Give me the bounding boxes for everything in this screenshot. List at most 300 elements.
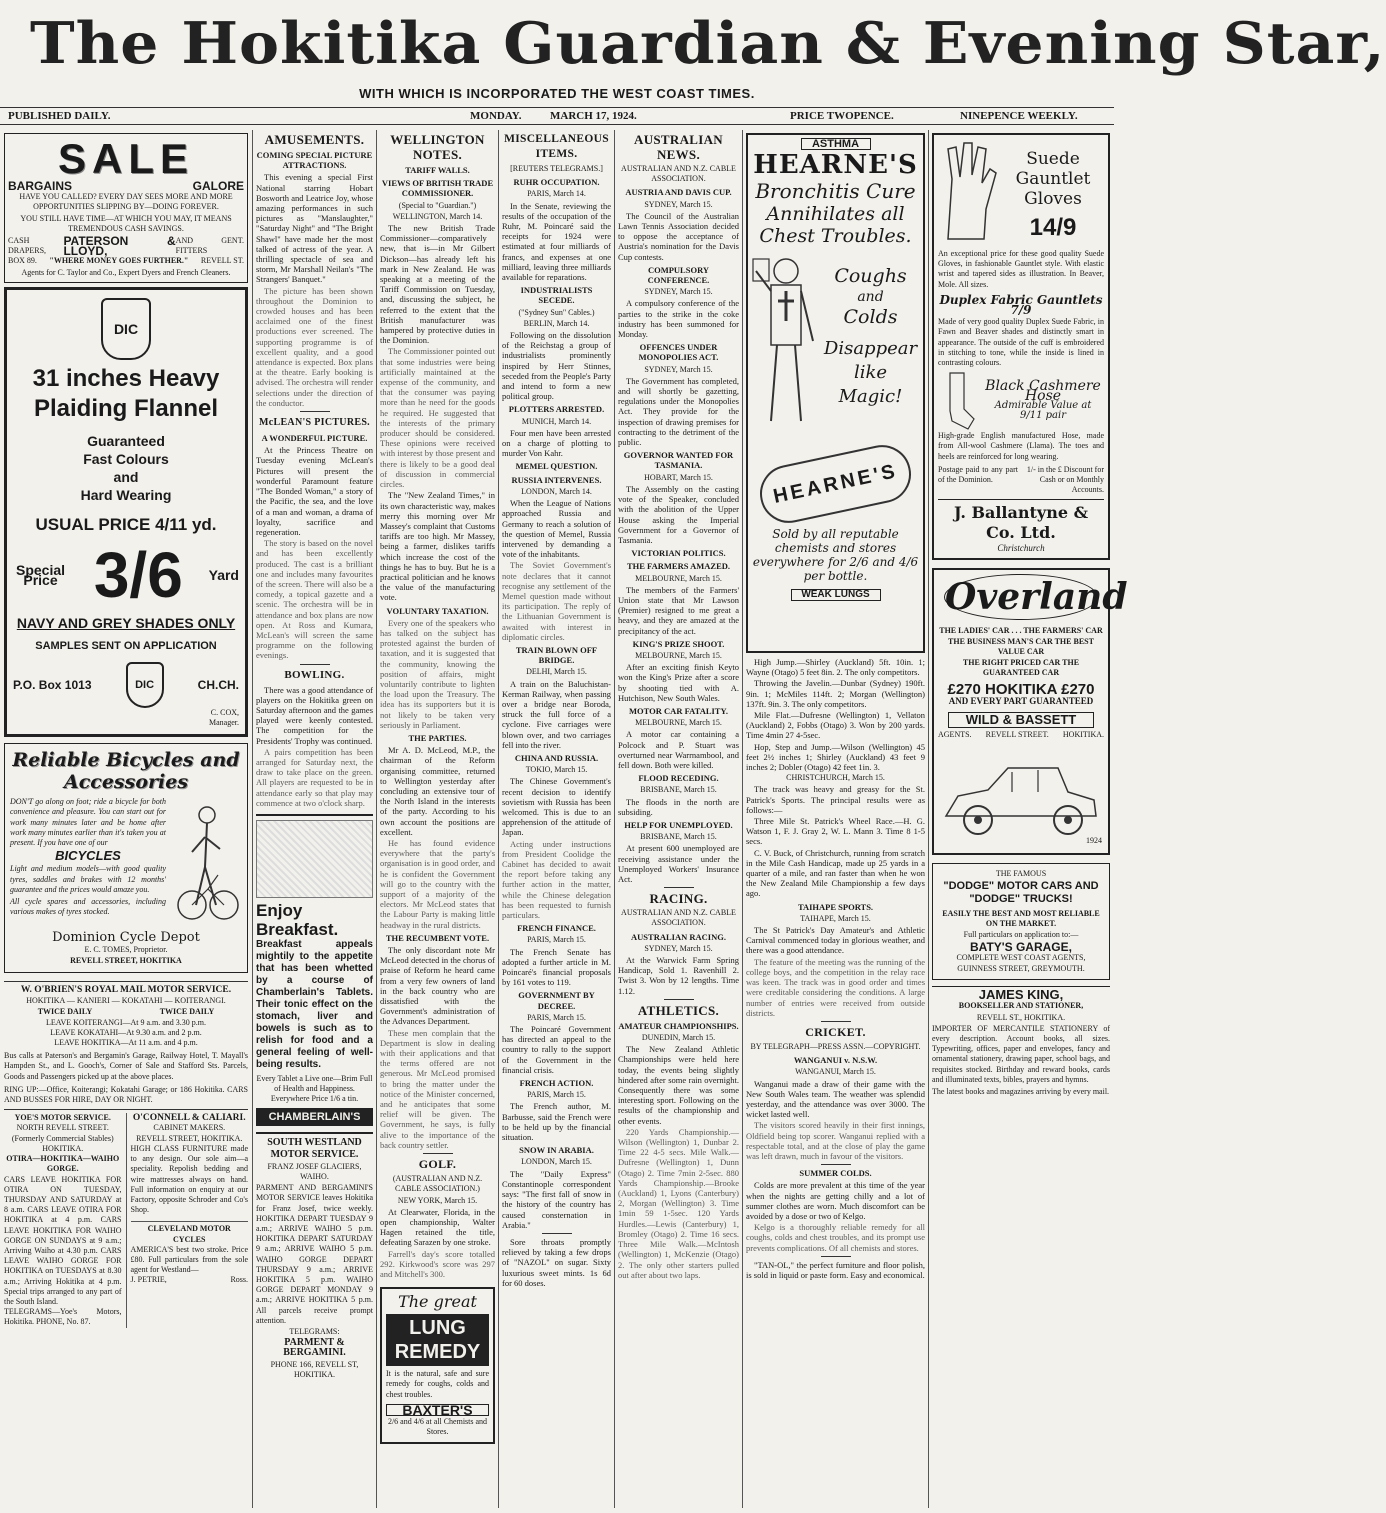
farmers-heading: THE FARMERS AMAZED.	[626, 561, 731, 572]
column-2	[256, 130, 373, 1510]
golf-filler: Farrell's day's score totalled 292. Kirkwood's score was 297 and Mitchell's 300.	[380, 1248, 495, 1279]
cricket-filler: The visitors scored heavily in their first innings, Oldfield being top scorer. Wanganui replied with a respectable total, and at the close of play the game was left drawn, much in favour of the visitors.	[746, 1120, 925, 1161]
memel-heading: MEMEL QUESTION.	[515, 461, 598, 472]
train-heading: TRAIN BLOWN OFF BRIDGE.	[515, 644, 598, 666]
hose-title-block	[982, 377, 1104, 422]
melbourne2-place: MELBOURNE, March 15.	[635, 650, 722, 660]
dic-manager-name: C. COX,	[210, 707, 239, 717]
masthead-title: The Hokitika Guardian & Evening Star,	[30, 10, 1386, 78]
compulsory-heading: COMPULSORY CONFERENCE.	[647, 264, 710, 286]
obrien-leave1: LEAVE KOITERANGI—At 9 a.m. and 3.30 p.m.	[45, 1017, 207, 1027]
golf-body: At Clearwater, Florida, in the open championship, Walter Hagen retained the title, defeating Sarazen by one stroke.	[380, 1206, 495, 1248]
lung-brand: BAXTER'S	[386, 1404, 489, 1416]
bicycle-accessories: All cycle spares and accessories, including various makes of tyres stocked.	[10, 897, 166, 917]
sports-results	[746, 657, 925, 1280]
sydney2-place: SYDNEY, March 15.	[644, 287, 713, 297]
munich-place: MUNICH, March 14.	[521, 416, 592, 426]
sports-body5: The track was heavy and greasy for the St. Patrick's Sports. The principal results were as follows:—	[746, 784, 925, 815]
racing-assoc: AUSTRALIAN AND N.Z. CABLE ASSOCIATION.	[621, 908, 736, 928]
russia-heading: RUSSIA INTERVENES.	[511, 474, 602, 485]
cricket-body: Wanganui made a draw of their game with the New South Wales team. The weather was splendid yesterday, and the attendance was over 3000. The wicket lasted well.	[746, 1078, 925, 1120]
mcleans-sub: A WONDERFUL PICTURE.	[261, 433, 368, 444]
sale-galore: GALORE	[192, 179, 244, 193]
hobart-place: HOBART, March 15.	[644, 472, 713, 482]
southwestland-ad	[256, 1132, 373, 1380]
dunedin-place: DUNEDIN, March 15.	[641, 1033, 716, 1043]
victorian-heading: VICTORIAN POLITICS.	[631, 548, 726, 559]
amusements-body: This evening a special First National starring Hobart Bosworth and Leatrice Joy, whose amazing performances in such pictures as "Manslaughter," "Saturday Night" and "The Bright Shawl" have made her the most talked of actress of the year. A thrilling spectacle of sea and storm, Mr Marshall Neilan's "The Strangers' Banquet."	[256, 172, 373, 285]
king-ad	[932, 986, 1110, 1097]
voluntary-heading: VOLUNTARY TAXATION.	[386, 605, 489, 616]
duplex-body: Made of very good quality Duplex Suede Fabric, in Fawn and Beaver shades and distinctly smart in appearance. The outside of the cuff is embroidered in stitching to tone, while the inside is lined in contrasting colours.	[938, 317, 1104, 368]
french-action-heading: FRENCH ACTION.	[519, 1078, 594, 1089]
lung-body: It is the natural, safe and sure remedy for coughs, colds and chest troubles.	[386, 1369, 489, 1399]
tokio-body: The Chinese Government's recent decision to identify sovietism with Russia has been welcomed. This is due to an apprehension of the attitude of Japan.	[502, 776, 611, 838]
yoe-street: NORTH REVELL STREET.	[16, 1123, 109, 1133]
batys-title: "DODGE" MOTOR CARS AND "DODGE" TRUCKS!	[943, 879, 1099, 905]
obrien-twice-row	[4, 1007, 248, 1017]
sale-box: BOX 89.	[8, 256, 37, 266]
price-label: PRICE TWOPENCE.	[790, 110, 894, 122]
wellington-sub2: VIEWS OF BRITISH TRADE COMMISSIONER.	[381, 178, 494, 199]
wellington-heading: WELLINGTON NOTES.	[390, 132, 485, 162]
help-heading: HELP FOR UNEMPLOYED.	[624, 819, 733, 830]
dic-manager: Manager.	[209, 718, 239, 728]
decree-body: The Poincaré Government has directed an appeal to the country to rally to the support of the Government in the financial crisis.	[502, 1024, 611, 1075]
overland-firm: WILD & BASSETT	[948, 712, 1094, 728]
flood-body: The floods in the north are subsiding.	[618, 796, 739, 817]
car-icon	[938, 746, 1102, 846]
breakfast-footer: Every Tablet a Live one—Brim Full of Health and Happiness. Everywhere Price 1/6 a tin.	[256, 1073, 373, 1104]
wanganui-place: WANGANUI, March 15.	[795, 1067, 876, 1077]
column-rule	[252, 130, 253, 1508]
ballantyne-discount: 1/- in the £ Discount for Cash or on Monthly Accounts.	[1026, 464, 1104, 495]
breakfast-ad	[256, 814, 373, 1126]
lung-price: 2/6 and 4/6 at all Chemists and Stores.	[387, 1416, 488, 1437]
gloves-price: 14/9	[1029, 214, 1077, 241]
hose-sub: Admirable Value at 9/11 pair	[994, 400, 1092, 422]
cricket-sub: WANGANUI v. N.S.W.	[793, 1055, 878, 1066]
obrien-bus: Bus calls at Paterson's and Bergamin's Garage, Railway Hotel, T. Mayall's Hampden St., and L. Gooch's, Corner of Sale and Stafford Sts. Parcels, Goods and Passengers picked up at the above places.	[4, 1051, 248, 1081]
hearne-body-row	[751, 251, 920, 451]
overland-agents: AGENTS.	[938, 730, 972, 740]
dic-badge-icon: DIC	[101, 298, 151, 360]
golf-place: NEW YORK, March 15.	[397, 1195, 478, 1205]
published-label: PUBLISHED DAILY.	[8, 110, 111, 122]
wellington-filler1: The Commissioner pointed out that some industries were being artificially maintained at the expense of the community, and that the consumer was paying more than he need for the goods he required. He suggested that the interests of the primary producer should be considered. These opinions were received with interest by those present and there is likely to be a good deal of discussion in commercial circles.	[380, 346, 495, 490]
kings-heading: KING'S PRIZE SHOOT.	[632, 638, 725, 649]
offences-body: The Government has completed, and will shortly be gazetting, regulations under the Monopolies Act. They provide for the inspection of drawing premises for contracting to the detriment of the public.	[618, 375, 739, 448]
mcleans-body: At the Princess Theatre on Tuesday evening McLean's Pictures will present the wonderful Paramount feature "The Bonded Woman," a story of the Pacific, the sea, and the love of a man and woman, a drama of loyalty, sacrifice and regeneration.	[256, 445, 373, 537]
southwestland-tel: TELEGRAMS:	[289, 1327, 340, 1337]
help-body: At present 600 unemployed are receiving assistance under the Unemployed Workers' Insurance Act.	[618, 843, 739, 884]
batys-address: GUINNESS STREET, GREYMOUTH.	[957, 963, 1085, 973]
golf-sub: (AUSTRALIAN AND N.Z. CABLE ASSOCIATION.)	[392, 1174, 483, 1194]
sydney4-place: SYDNEY, March 15.	[644, 943, 713, 953]
french-body: The French Senate has adopted a further article in M. Poincaré's financial proposals by 161 votes to 119.	[502, 946, 611, 988]
london-place: LONDON, March 14.	[521, 486, 592, 496]
ballantyne-city: Christchurch	[997, 543, 1045, 554]
bicycle-address: REVELL STREET, HOKITIKA	[70, 955, 182, 965]
china-heading: CHINA AND RUSSIA.	[514, 752, 599, 763]
cleveland-place: Ross.	[230, 1275, 248, 1285]
golf-heading: GOLF.	[418, 1157, 457, 1172]
recumbent-filler: These men complain that the Department is slow in dealing with their applications and that the terms offered are not generous. Mr McLeod promised to bring the matter under the notice of the Minister concerned, and he anticipates that some relief will be given. The Government, he says, is fully alive to the importance of the back country settler.	[380, 1027, 495, 1150]
cyclist-icon	[172, 797, 242, 927]
parties-filler: He has found evidence everywhere that the party's organisation is in good order, and he is confident the Government will go to the country with the support of a majority of the electors. Mr McLeod states that the Labour Party is making little headway in the rural districts.	[380, 838, 495, 930]
ruhr-heading: RUHR OCCUPATION.	[513, 177, 600, 188]
yoe-route: OTIRA—HOKITIKA—WAIHO GORGE.	[6, 1154, 120, 1174]
overland-ladies: THE LADIES' CAR . . . THE FARMERS' CAR	[939, 625, 1103, 635]
batys-firm: BATY'S GARAGE,	[970, 939, 1072, 954]
wellington-body4: The only discordant note Mr McLeod detected in the chorus of praise of Reform he heard came from a very few owners of land in the back country who are dissatisfied with the Government's administration of the Advances Department.	[380, 945, 495, 1027]
overland-address-row	[938, 730, 1104, 740]
column-3	[380, 130, 495, 1510]
column-rule	[498, 130, 499, 1508]
cleveland-body: AMERICA'S best two stroke. Price £80. Full particulars from the sole agent for Westland—	[130, 1244, 248, 1275]
hearne-line2: Chest Troubles.	[759, 225, 912, 248]
racing-heading: RACING.	[649, 891, 708, 907]
cleveland-title: CLEVELAND MOTOR CYCLES	[131, 1221, 249, 1244]
dic-pobox: P.O. Box 1013	[13, 677, 92, 692]
column-7	[932, 130, 1128, 1510]
hearne-footer: Sold by all reputable chemists and stores everywhere for 2/6 and 4/6 per bottle.	[752, 527, 919, 584]
hearne-brand: HEARNE'S	[753, 150, 918, 181]
obrien-ring: RING UP:—Office, Koiterangi; Kokatahi Garage; or 186 Hokitika. CARS AND BUSSES FOR HIRE, DAY OR NIGHT.	[4, 1084, 248, 1105]
colds-filler: Kelgo is a thoroughly reliable remedy for all coughs, colds and chest troubles, and its prompt use prevents complications. Of all chemists and stores.	[746, 1222, 925, 1253]
cleveland-agent: J. PETRIE,	[130, 1275, 167, 1285]
delhi-place: DELHI, March 15.	[526, 667, 587, 677]
yoe-body: CARS LEAVE HOKITIKA FOR OTIRA ON TUESDAY, THURSDAY AND SATURDAY at 8 a.m. CARS LEAVE OTIRA FOR HOKITIKA at 4 p.m. CARS LEAVE HOKITIKA FOR WAIHO GORGE ON SUNDAYS at 9 a.m.; Arriving Waiho at 4.30 p.m. CARS LEAVE WAIHO GORGE FOR HOKITIKA on TUESDAYS at 8.30 a.m.; Arriving Hokitika at 4 p.m. Special trips arranged to any part of the South Island.	[4, 1174, 122, 1306]
dic-shades: NAVY AND GREY SHADES ONLY	[16, 614, 236, 631]
sale-line1: HAVE YOU CALLED? EVERY DAY SEES MORE AND MORE OPPORTUNITIES SLIPPING BY—DOING FOREVER.	[19, 192, 233, 212]
dic-ad	[4, 287, 248, 737]
bicycle-body: DON'T go along on foot; ride a bicycle for both convenience and pleasure. You can start out for work many minutes later and be home after work many minutes earlier than it's taken you at present. If you have one of our	[10, 797, 166, 848]
amusements-filler: The picture has been shown throughout the Dominion to crowded houses and has been acclaimed one of the finest productions ever screened. The supporting programme is of excellent quality, and a good attendance is expected. Box plans at the theatre. Early booking is advised. The orchestra will render selections under the direction of the conductor.	[256, 285, 373, 408]
summer-colds-body: Colds are more prevalent at this time of the year when the nights are getting chilly and a lot of summer clothes are worn. Much discomfort can be avoided by a dose or two of Kelgo.	[746, 1180, 925, 1221]
king-trade: BOOKSELLER AND STATIONER,	[958, 1001, 1084, 1011]
sports-body7: C. V. Buck, of Christchurch, running from scratch in the Mile Cash Handicap, made up 25 yards in a quarter of a mile, and ran faster than when he won the New Zealand Mile Championship a few days ago.	[746, 847, 925, 899]
sale-bargains: BARGAINS	[8, 179, 73, 193]
voluntary-filler: Every one of the speakers who has talked on the subject has protested against the burden of taxation, and it is suggested that the community, knowing the position of affairs, might voluntarily contribute to lighten the load upon the Treasury. The idea has its supporters but it is not likely to be taken very seriously in Parliament.	[380, 617, 495, 730]
oconnell-title: O'CONNELL & CALIARI.	[132, 1113, 246, 1124]
dic-yard: Yard	[208, 566, 239, 583]
southwestland-title: SOUTH WESTLAND MOTOR SERVICE.	[267, 1136, 362, 1160]
melbourne3-place: MELBOURNE, March 15.	[635, 718, 722, 728]
column-rule	[376, 130, 377, 1508]
overland-car-illustration	[938, 746, 1104, 848]
china-filler: Acting under instructions from President Coolidge the Cabinet has decided to await the report before taking any further action in the matter, while the Chinese delegation has been requested to furnish particulars.	[502, 838, 611, 921]
compulsory-body: A compulsory conference of the parties to the strike in the coke industry has been summoned for Monday.	[618, 298, 739, 340]
column-5	[618, 130, 739, 1510]
bicycle-text	[10, 797, 166, 929]
bowling-filler: A pairs competition has been arranged for Saturday next, the draw to take place on the green. All players are requested to be in attendance early so that play may commence at two o'clock sharp.	[256, 746, 373, 808]
hearne-and: and	[857, 289, 884, 306]
ballantyne-postage: Postage paid to any part of the Dominion.	[938, 464, 1018, 485]
nazol-ad: Sore throats promptly relieved by taking a few drops of "NAZOL" on sugar. Sixty luxurious sweet mints. 1s 6d for 60 doses.	[502, 1236, 611, 1288]
bicycle-detail: Light and medium models—with good quality tyres, saddles and brakes with 12 months' guarantee and the prices would amaze you.	[10, 864, 166, 894]
sale-drapers: CASH DRAPERS,	[8, 236, 47, 256]
ballantyne-firm: J. Ballantyne & Co. Ltd.	[938, 499, 1104, 543]
australian-heading: AUSTRALIAN NEWS.	[634, 132, 723, 162]
parties-heading: THE PARTIES.	[408, 732, 467, 743]
wellington-place: WELLINGTON, March 14.	[392, 211, 483, 221]
hearne-right-text	[821, 251, 920, 451]
sale-box-row	[8, 256, 244, 266]
dic-hard: Hard Wearing	[80, 486, 172, 503]
sale-fitters: AND GENT. FITTERS	[175, 236, 244, 256]
king-street: REVELL ST., HOKITIKA.	[976, 1012, 1066, 1022]
governor-heading: GOVERNOR WANTED FOR TASMANIA.	[623, 450, 734, 471]
glove-icon	[938, 139, 998, 249]
column-rule	[742, 130, 743, 1508]
cyclist-illustration	[172, 797, 242, 929]
hearne-colds: Colds	[843, 306, 898, 329]
bicycle-depot: Dominion Cycle Depot	[52, 930, 200, 946]
king-latest: The latest books and magazines arriving by every mail.	[932, 1086, 1110, 1096]
brisbane2-place: BRISBANE, March 15.	[640, 832, 717, 842]
overland-guarantee: AND EVERY PART GUARANTEED	[948, 695, 1094, 706]
sydney1-place: SYDNEY, March 15.	[644, 199, 713, 209]
lung-the: The great	[398, 1292, 477, 1312]
overland-business: THE BUSINESS MAN'S CAR THE BEST VALUE CAR	[948, 636, 1094, 657]
paris3-place: PARIS, March 15.	[527, 1012, 586, 1022]
dic-special: Special Price	[15, 561, 66, 588]
yoe-former: (Formerly Commercial Stables) HOKITIKA.	[11, 1133, 114, 1153]
ballantyne-ad	[932, 133, 1110, 560]
govt-decree-heading: GOVERNMENT BY DECREE.	[518, 990, 595, 1011]
christchurch-place: CHRISTCHURCH, March 15.	[786, 773, 885, 783]
bottom-ads-row	[4, 1109, 248, 1327]
hearne-coughs: Coughs	[834, 265, 907, 288]
obrien-mail-ad	[4, 981, 248, 1105]
overland-brand: Overland	[945, 575, 1128, 618]
berlin-body: Following on the dissolution of the Reichstag a group of industrialists prominently inspired by Herr Stinnes, seceded from the People's Party and intend to form a new political group.	[502, 330, 611, 402]
motor-body: A motor car containing a Polcock and P. Stuart was overturned near Warrnambool, and fell down. Both were killed.	[618, 729, 739, 770]
sports-body4: Hop, Step and Jump.—Wilson (Wellington) 45 feet 2½ inches 1; Shirley (Auckland) 43 feet 9 inches 2; Dobler (Otago) 42 feet 1in. 3.	[746, 741, 925, 773]
mcleans-filler: The story is based on the novel and has been excellently produced. The cast is a brilliant one and includes many favourites of the screen. There will also be a comedy, a topical gazette and a scenic. The orchestra will be in attendance and box plans are now open. At Ross and Kumara, McLean's will screen the same programme on the following evenings.	[256, 538, 373, 661]
sports-body6: Three Mile St. Patrick's Wheel Race.—H. G. Watson 1, F. J. Gray 2, W. L. Mann 3. Time 8 1-5 secs.	[746, 816, 925, 847]
hose-row	[938, 371, 1104, 431]
racing-sub: AUSTRALIAN RACING.	[631, 931, 726, 942]
delhi-body: A train on the Baluchistan-Kerman Railway, when passing over a bridge near Boroda, struck the full force of a cyclone. Five carriages were blown over, and two carriages fell into the river.	[502, 678, 611, 750]
gloves-header	[938, 139, 1104, 249]
king-name: JAMES KING,	[978, 987, 1064, 1003]
hearne-line1: Annihilates all	[766, 203, 905, 226]
melbourne1-place: MELBOURNE, March 15.	[635, 573, 722, 583]
hearne-weak-lungs: WEAK LUNGS	[791, 589, 881, 601]
munich-body: Four men have been arrested on a charge of plotting to murder Von Kahr.	[502, 427, 611, 459]
hearne-title: Bronchitis Cure	[755, 179, 916, 204]
sports-body2: Throwing the Javelin.—Dunbar (Sydney) 190ft. 9in. 1; McMiles 114ft. 2; Morgan (Wellington) 137ft. 9in. 3. The only competitors.	[746, 678, 925, 709]
obrien-leave3: LEAVE HOKITIKA—At 11 a.m. and 4 p.m.	[54, 1038, 198, 1048]
bicycle-product: BICYCLES	[55, 848, 121, 864]
obrien-leave2: LEAVE KOKATAHI—At 9.30 a.m. and 2 p.m.	[50, 1027, 202, 1037]
overland-ad	[932, 568, 1128, 855]
date-label: MARCH 17, 1924.	[550, 110, 637, 122]
yoe-ad	[4, 1113, 122, 1327]
amateur-heading: AMATEUR CHAMPIONSHIPS.	[618, 1020, 739, 1031]
bowling-body: There was a good attendance of players on the Hokitika green on Saturday afternoon and the games played were keenly contested. The competition for the Presidents' Trophy was continued.	[256, 684, 373, 746]
batys-famous: THE FAMOUS	[995, 868, 1047, 878]
dic-price: 3/6	[93, 538, 183, 611]
overland-year: 1924	[1086, 836, 1102, 846]
stocking-icon	[938, 371, 978, 431]
masthead-subtitle: WITH WHICH IS INCORPORATED THE WEST COAST TIMES.	[359, 86, 755, 101]
southwestland-phone: PHONE 166, REVELL ST, HOKITIKA.	[270, 1359, 359, 1379]
yoe-title: YOE'S MOTOR SERVICE.	[14, 1113, 111, 1123]
dic-samples: SAMPLES SENT ON APPLICATION	[35, 639, 217, 652]
bicycle-body-row	[10, 797, 242, 929]
recumbent-heading: THE RECUMBENT VOTE.	[385, 932, 490, 943]
lung-name: LUNG REMEDY	[386, 1314, 489, 1366]
snow-heading: SNOW IN ARABIA.	[519, 1145, 594, 1156]
obrien-route: HOKITIKA — KANIERI — KOKATAHI — KOITERANGI.	[26, 996, 226, 1006]
breakfast-body: Breakfast appeals mightily to the appetite that has been whetted by a course of Chamberlain's Tablets. Their tonic effect on the stomach, liver and bowels is such as to relish for food and a general feeling of well-being results.	[256, 938, 373, 1070]
athletics-heading: ATHLETICS.	[637, 1002, 720, 1018]
hose-body: High-grade English manufactured Hose, made from All-wool Cashmere (Llama). The toes and heels are reinforced for long wearing.	[938, 431, 1104, 461]
wellington-byline: (Special to "Guardian.")	[398, 200, 477, 210]
dic-guaranteed: Guaranteed	[87, 432, 165, 449]
amusements-heading: AMUSEMENTS.	[264, 132, 365, 147]
duplex-title: Duplex Fabric Gauntlets 7/9	[939, 292, 1103, 318]
batys-full: Full particulars on application to:—	[963, 930, 1079, 940]
southwestland-sub: FRANZ JOSEF GLACIERS, WAIHO.	[267, 1161, 362, 1181]
mcleans-heading: McLEAN'S PICTURES.	[259, 417, 370, 429]
dic-city: CH.CH.	[197, 677, 239, 692]
paris2-place: PARIS, March 15.	[527, 935, 586, 945]
wellington-body2: The "New Zealand Times," in its own characteristic way, makes merry this morning over Mr Massey's complaint that Customs tariffs are too high. Mr Massey, being a farmer, dislikes tariffs which increase the cost of the things he has to buy. But he is a practical politician and he knows the value of the manufacturing vote.	[380, 490, 495, 603]
snow-body: The "Daily Express" Constantinople correspondent says: "The first fall of snow in the history of the country has caused consternation in Arabia."	[502, 1168, 611, 1230]
french-finance-heading: FRENCH FINANCE.	[517, 923, 596, 934]
dic-footer	[13, 662, 239, 708]
weekly-label: NINEPENCE WEEKLY.	[960, 110, 1078, 122]
brisbane1-place: BRISBANE, March 15.	[640, 785, 717, 795]
breakfast-illustration	[256, 820, 373, 898]
hearne-disappear: Disappear like Magic!	[823, 338, 918, 408]
obrien-twice1: TWICE DAILY	[37, 1007, 93, 1017]
overland-street: REVELL STREET.	[985, 730, 1049, 740]
overland-right: THE RIGHT PRICED CAR THE GUARANTEED CAR	[962, 658, 1080, 678]
breakfast-title: Enjoy Breakfast.	[256, 900, 339, 939]
sale-agents: Agents for C. Taylor and Co., Expert Dyers and French Cleaners.	[21, 267, 231, 277]
chamberlains-brand: CHAMBERLAIN'S	[256, 1108, 373, 1126]
bicycle-ad	[4, 743, 248, 973]
obrien-twice2: TWICE DAILY	[159, 1007, 215, 1017]
hearne-tank-label: HEARNE'S	[771, 460, 900, 509]
ruhr-place: PARIS, March 14.	[527, 189, 586, 199]
sports-body3: Mile Flat.—Dufresne (Wellington) 1, Vellaton (Auckland) 2, Fobbs (Otago) 3. Won by 200 yards. Time 4min 27 4-5sec.	[746, 710, 925, 741]
column-1	[4, 130, 248, 1510]
bowling-heading: BOWLING.	[284, 668, 345, 681]
sale-slogan: "WHERE MONEY GOES FURTHER."	[49, 256, 189, 266]
dic-fast: Fast Colours	[83, 450, 169, 467]
hose-title: Black Cashmere Hose	[985, 377, 1101, 405]
taihape-place: TAIHAPE, March 15.	[800, 913, 871, 923]
sale-title: SALE	[57, 135, 194, 182]
motor-heading: MOTOR CAR FATALITY.	[629, 705, 728, 716]
column-rule	[928, 130, 929, 1508]
dic-small-badge-icon: DIC	[126, 662, 164, 708]
memel-filler: The Soviet Government's note declares that it cannot recognise any settlement of the Memel question made without its participation. The reply of the Lithuanian Government is awaited with interest in diplomatic circles.	[502, 560, 611, 642]
sale-firm: PATERSON & LLOYD,	[63, 234, 176, 259]
misc-reuter: [REUTERS TELEGRAMS.]	[510, 164, 603, 173]
tokio-place: TOKIO, March 15.	[525, 765, 588, 775]
ballantyne-terms	[938, 465, 1104, 496]
industrialists-heading: INDUSTRIALISTS SECEDE.	[520, 285, 593, 306]
bicycle-title: Reliable Bicycles and Accessories	[12, 749, 240, 794]
flood-heading: FLOOD RECEDING.	[638, 773, 719, 784]
dic-usual: USUAL PRICE 4/11 yd.	[35, 514, 217, 534]
oconnell-street: REVELL STREET, HOKITIKA.	[136, 1133, 243, 1143]
london2-place: LONDON, March 15.	[521, 1157, 592, 1167]
southwestland-firm: PARMENT & BERGAMINI.	[283, 1337, 346, 1359]
lung-remedy-ad	[380, 1287, 495, 1444]
gloves-body: An exceptional price for these good quality Suede Gloves, in fashionable Gauntlet style. With elastic wrist and tapered sides as illustration. In Beaver, Mole. All sizes.	[938, 249, 1104, 289]
cleveland-agent-row	[131, 1275, 249, 1285]
athletics-filler: 220 Yards Championship.—Wilson (Wellington) 1, Dunbar 2. Time 22 4-5 secs. Mile Walk.—Dufresne (Wellington) 1, Dunn (Otago) 2. Time 7min 2-5sec. 880 Yards Championship.—Brooke (Auckland) 1, Lyons (Canterbury) 2, Morgan (Wellington) 3. Time 1min 59 1-5sec. 120 Yards Hurdles.—Lewis (Canterbury) 1, Bromley (Otago) 2. Time 16 secs. Three Mile Walk.—McIntosh (Wellington) 1, McKenzie (Otago) 2. The only other starters pulled out after about two laps.	[618, 1126, 739, 1280]
offences-heading: OFFENCES UNDER MONOPOLIES ACT.	[638, 342, 719, 363]
davis-heading: AUSTRIA AND DAVIS CUP.	[625, 187, 732, 198]
berlin-place: BERLIN, March 14.	[523, 318, 590, 328]
sports-body8: The St Patrick's Day Amateur's and Athletic Carnival commenced today in glorious weather, and there was a good attendance.	[746, 925, 925, 956]
sale-street: REVELL ST.	[200, 256, 244, 266]
action-body: The French author, M. Barbusse, said the French were to be held up by the financial situation.	[502, 1101, 611, 1143]
oconnell-trade: CABINET MAKERS.	[153, 1123, 226, 1133]
yoe-phone: TELEGRAMS—Yoe's Motors, Hokitika. PHONE, No. 87.	[4, 1307, 122, 1327]
dic-and: and	[113, 468, 139, 485]
kings-body: After an exciting finish Keyto won the King's Prize after a score by shooting tied with A. Hutchison, New South Wales.	[618, 662, 739, 703]
athletics-body: The New Zealand Athletic Championships were held here today, the events being slightly hindered after some rain overnight. Consequently there was some interesting sport. Following on the results of the championship and other events.	[618, 1044, 739, 1126]
wellington-body1: The new British Trade Commissioner—comparatively new, that is—in Mr Gilbert Dickson—has already left his mark in New Zealand. He was speaking at a meeting of the Tariff Commission on Tuesday, and, discussing the subject, he referred to the extent that the British manufacturer was hampered by protective duties in the Dominion.	[380, 223, 495, 346]
hearne-ad	[746, 133, 925, 653]
dic-title: 31 inches Heavy Plaiding Flannel	[32, 364, 220, 422]
hearne-asthma: ASTHMA	[801, 138, 871, 150]
column-4	[502, 130, 611, 1510]
wellington-sub1: TARIFF WALLS.	[405, 165, 470, 175]
column-6	[746, 130, 925, 1510]
misc-heading: MISCELLANEOUS ITEMS.	[504, 133, 609, 160]
oconnell-body: HIGH CLASS FURNITURE made to any design. Our sole aim—a speciality. Repolish bedding and wire mattresses always on hand. Full information on enquiry at our Factory, opposite Schroder and Co's Shop.	[130, 1143, 248, 1215]
racing-body: At the Warwick Farm Spring Handicap, Sold 1. Ravenhill 2. Twist 3. Won by 12 lengths. Time 1.12.	[618, 955, 739, 996]
oconnell-ad	[126, 1113, 249, 1327]
batys-agents: COMPLETE WEST COAST AGENTS,	[956, 952, 1086, 962]
sale-ad	[4, 133, 248, 283]
knight-icon	[751, 251, 821, 451]
overland-price: £270 HOKITIKA £270	[947, 680, 1095, 698]
plotters-heading: PLOTTERS ARRESTED.	[508, 404, 605, 415]
paris4-place: PARIS, March 15.	[527, 1090, 586, 1100]
batys-ad	[932, 863, 1110, 980]
taihape-heading: TAIHAPE SPORTS.	[797, 901, 874, 912]
wellington-body3: Mr A. D. McLeod, M.P., the chairman of the Reform organising committee, returned to Wellington yesterday after concluding an extensive tour of the North Island in the interests of the party. According to his own account the positions are excellent.	[380, 745, 495, 837]
batys-easily: EASILY THE BEST AND MOST RELIABLE ON THE MARKET.	[942, 908, 1100, 929]
sale-line2: YOU STILL HAVE TIME—AT WHICH YOU MAY, IT MEANS TREMENDOUS CASH SAVINGS.	[20, 213, 232, 233]
cricket-heading: CRICKET.	[805, 1024, 866, 1039]
farmers-body: The members of the Farmers' Union state that Mr Lawson (Premier) resigned to me great a heavy, and they are amazed at the precipitancy of the act.	[618, 584, 739, 636]
gloves-title: Suede Gauntlet Gloves	[1015, 149, 1091, 209]
sports-filler: The feature of the meeting was the running of the college boys, and the competition in the relay race was keen. The track was in good order and times were creditable considering the conditions. A large number of entries were received from outside districts.	[746, 956, 925, 1018]
tanol-ad: "TAN-OL," the perfect furniture and floor polish, is sold in liquid or paste form. Easy and economical.	[746, 1259, 925, 1280]
gloves-title-block	[1002, 139, 1104, 249]
summer-colds-heading: SUMMER COLDS.	[799, 1168, 872, 1179]
day-label: MONDAY.	[470, 110, 522, 122]
dic-price-row	[13, 538, 239, 611]
sale-firm-row	[8, 234, 244, 259]
overland-city: HOKITIKA.	[1062, 730, 1104, 740]
australian-assoc: AUSTRALIAN AND N.Z. CABLE ASSOCIATION.	[621, 164, 736, 184]
cricket-by: BY TELEGRAPH—PRESS ASSN.—COPYRIGHT.	[750, 1041, 921, 1051]
